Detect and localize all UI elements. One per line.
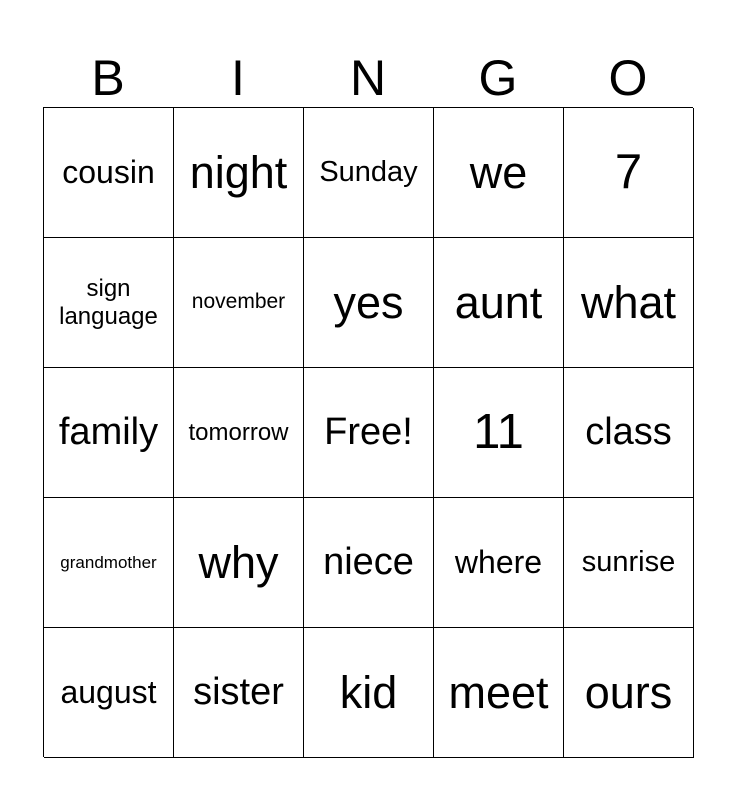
- cell-text: cousin: [62, 154, 155, 191]
- cell-text: yes: [333, 276, 404, 328]
- bingo-cell[interactable]: [434, 498, 564, 628]
- cell-text: what: [580, 276, 677, 328]
- bingo-cell[interactable]: [44, 628, 174, 758]
- cell-text: night: [189, 146, 288, 198]
- header-letter-g: G: [478, 50, 518, 106]
- bingo-cell[interactable]: [44, 368, 174, 498]
- free-space-cell[interactable]: [304, 368, 434, 498]
- bingo-cell[interactable]: [434, 628, 564, 758]
- cell-text: 7: [614, 145, 643, 200]
- cell-text: november: [191, 290, 286, 314]
- cell-text: grandmother: [60, 552, 157, 572]
- cell-text: kid: [339, 666, 398, 718]
- bingo-cell[interactable]: [564, 238, 694, 368]
- bingo-board: [43, 107, 693, 757]
- cell-text: meet: [448, 666, 549, 718]
- bingo-cell[interactable]: [304, 238, 434, 368]
- bingo-cell[interactable]: [564, 628, 694, 758]
- cell-text: ours: [584, 666, 673, 718]
- bingo-cell[interactable]: [174, 108, 304, 238]
- cell-text: 11: [473, 405, 524, 460]
- bingo-cell[interactable]: [44, 498, 174, 628]
- bingo-cell[interactable]: [434, 368, 564, 498]
- header-letter-n: N: [349, 50, 387, 106]
- cell-text: family: [58, 410, 159, 453]
- header-letter-i: I: [231, 50, 245, 106]
- cell-text: where: [454, 544, 543, 581]
- cell-text: august: [60, 674, 157, 711]
- bingo-cell[interactable]: [174, 238, 304, 368]
- cell-text: sister: [193, 670, 284, 713]
- bingo-cell[interactable]: [304, 628, 434, 758]
- bingo-cell[interactable]: [304, 498, 434, 628]
- bingo-cell[interactable]: [564, 368, 694, 498]
- bingo-cell[interactable]: [174, 498, 304, 628]
- header-letter-o: O: [608, 50, 648, 106]
- bingo-cell[interactable]: [304, 108, 434, 238]
- bingo-cell[interactable]: [434, 238, 564, 368]
- bingo-cell[interactable]: [564, 108, 694, 238]
- header-letter-b: B: [91, 50, 125, 106]
- cell-text: Free!: [324, 410, 413, 453]
- bingo-cell[interactable]: [44, 238, 174, 368]
- bingo-cell[interactable]: [564, 498, 694, 628]
- bingo-cell[interactable]: [434, 108, 564, 238]
- bingo-cell[interactable]: [174, 628, 304, 758]
- bingo-cell[interactable]: [44, 108, 174, 238]
- cell-text: aunt: [454, 276, 543, 328]
- cell-text: niece: [323, 540, 414, 583]
- cell-text: sign language: [59, 274, 158, 330]
- cell-text: we: [469, 146, 528, 198]
- cell-text: tomorrow: [188, 418, 289, 446]
- bingo-cell[interactable]: [174, 368, 304, 498]
- cell-text: why: [198, 536, 279, 588]
- cell-text: class: [585, 410, 672, 453]
- cell-text: Sunday: [319, 155, 418, 188]
- cell-text: sunrise: [581, 545, 676, 578]
- bingo-header: [43, 48, 693, 108]
